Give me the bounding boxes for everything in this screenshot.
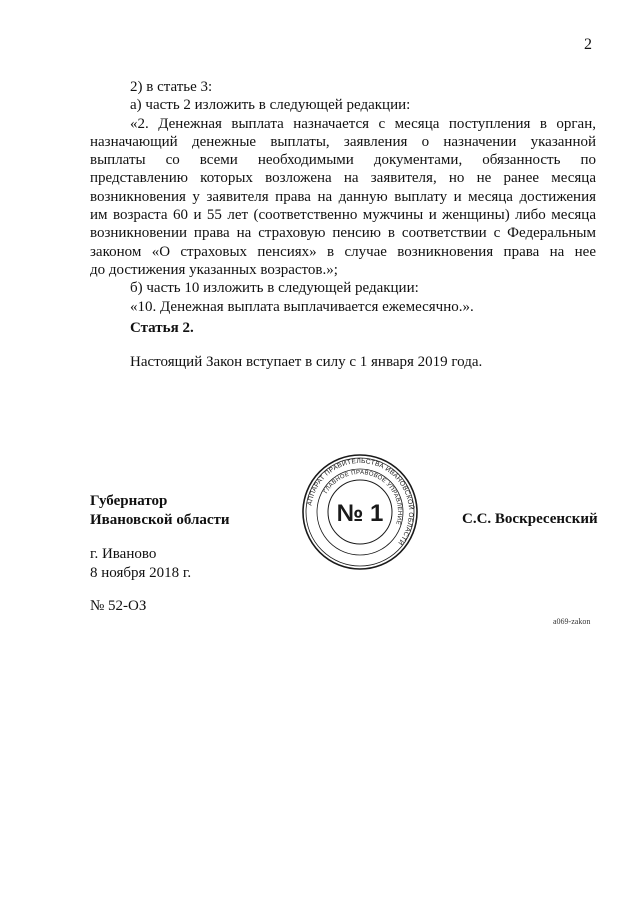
text-line: «2. Денежная выплата назначается с месяца поступления в орган, [130,115,596,132]
seal-inner-text: ГЛАВНОЕ ПРАВОВОЕ УПРАВЛЕНИЕ [323,469,403,526]
document-code: a069-zakon [553,617,591,626]
seal-number: № 1 [336,500,384,527]
effective-date-text: Настоящий Закон вступает в силу с 1 января 2019 года. [130,354,483,370]
text-line: законом «О страховых пенсиях» в случае возникновения права на нее [90,243,596,260]
text-line: представлению которых возложена на заявителя, но не ранее месяца [90,170,596,187]
paragraph-part-2: а) часть 2 изложить в следующей редакции: [130,97,411,114]
page-number: 2 [584,36,592,53]
signatory-title [90,492,230,530]
article-heading: Статья 2. [130,320,194,336]
place-date [90,545,191,583]
paragraph-part-10: б) часть 10 изложить в следующей редакции: [130,280,419,297]
paragraph-part-10-text: «10. Денежная выплата выплачивается ежемесячно.». [130,298,474,315]
city: г. Иваново [90,546,157,562]
text-line: возникновения у заявителя права на данную выплату и месяца достижения [90,188,596,205]
paragraph-article-3: 2) в статье 3: [130,79,213,95]
signatory-name: С.С. Воскресенский [462,511,598,527]
signatory-title-line: Губернатор [90,493,168,509]
official-seal [300,452,420,572]
seal-outer-text: АППАРАТ ПРАВИТЕЛЬСТВА ИВАНОВСКОЙ ОБЛАСТИ [306,457,415,547]
amendment-text [90,78,596,316]
text-line: выплаты со всеми необходимыми документами, обязанность по [90,152,596,169]
text-line: назначающий денежные выплаты, заявления о назначении указанной [90,133,596,150]
date: 8 ноября 2018 г. [90,565,192,581]
text-line: до достижения указанных возрастов.»; [90,261,338,278]
text-line: возникновении права на страховую пенсию в соответствии с Федеральным [90,225,596,242]
law-number: № 52-ОЗ [90,598,147,614]
signatory-title-line: Ивановской области [90,512,230,528]
text-line: им возраста 60 и 55 лет (соответственно мужчины и женщины) либо месяца [90,207,596,224]
